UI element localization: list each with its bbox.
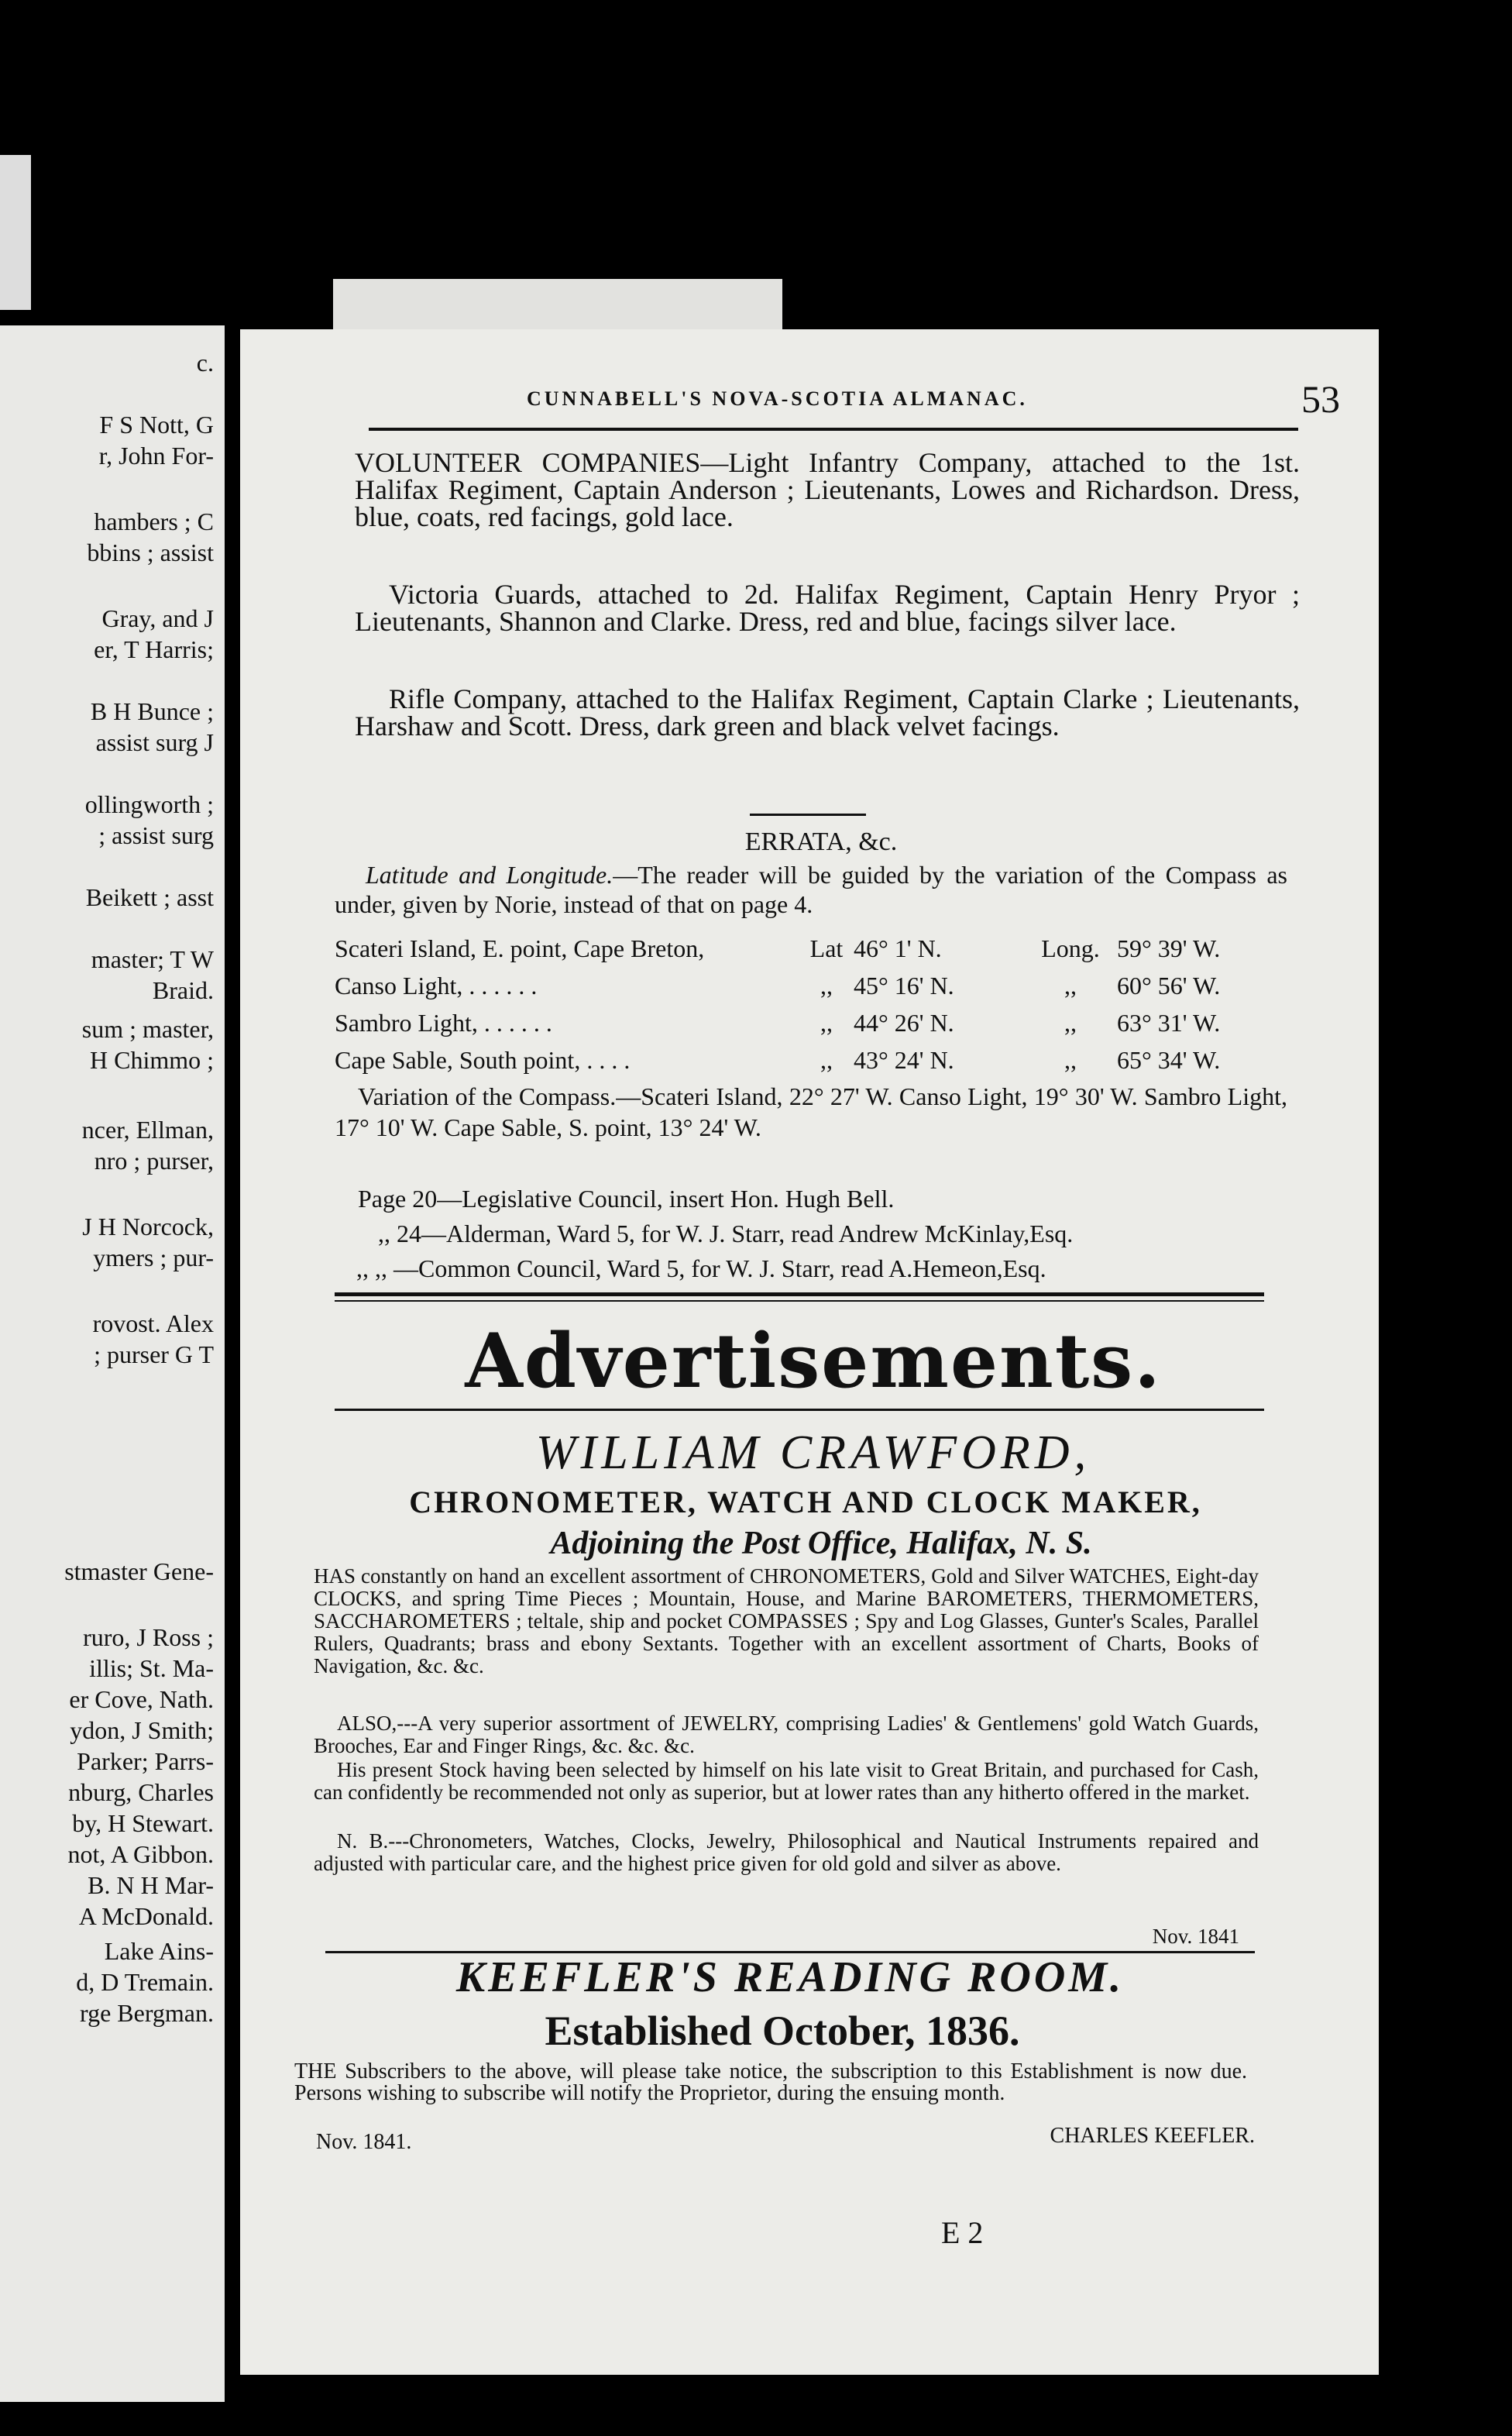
left-page-line: J H Norcock, — [82, 1213, 214, 1240]
long-value: 60° 56' W. — [1117, 971, 1221, 1000]
left-page-line: er, T Harris; — [94, 635, 214, 663]
page-number: 53 — [1301, 377, 1340, 421]
lat-long-table — [335, 930, 1287, 1079]
left-page-line: Lake Ains- — [104, 1937, 214, 1965]
victoria-guards-paragraph: Victoria Guards, attached to 2d. Halifax Regiment, Captain Henry Pryor ; Lieutenants, Shannon and Clarke. Dress, red and blue, facings silver lace. — [355, 579, 1300, 637]
lat-label: ,, — [820, 1008, 833, 1037]
crawford-body-1: HAS constantly on hand an excellent assortment of CHRONOMETERS, Gold and Silver WATCHES, Eight-day CLOCKS, and spring Time Pieces ; Mountain, House, and Marine BAROMETERS, THERMOMETERS, SACCHAROMETERS ; teltale, ship and pocket COMPASSES ; Spy and Log Glasses, Gunter's Scales, Parallel Rulers, Quadrants; brass and ebony Sextants. Together with an excellent assortment of Charts, Books of Navigation, &c. &c. — [314, 1564, 1259, 1677]
place-cell: Scateri Island, E. point, Cape Breton, — [335, 934, 705, 962]
left-page-line: ydon, J Smith; — [70, 1716, 214, 1744]
rifle-company-paragraph: Rifle Company, attached to the Halifax Regiment, Captain Clarke ; Lieutenants, Harshaw and Scott. Dress, dark green and black velvet facings. — [355, 683, 1300, 741]
errata-intro-text: —The reader will be guided by the variation of the Compass as under, given by Norie, instead of that on page 4. — [335, 861, 1288, 918]
left-page-line: Gray, and J — [101, 604, 214, 632]
errata-note-1: Page 20—Legislative Council, insert Hon. Hugh Bell. — [358, 1185, 895, 1213]
place-cell: Cape Sable, South point, . . . . — [335, 1045, 631, 1074]
left-page-line: A McDonald. — [78, 1902, 214, 1930]
compass-variation: Variation of the Compass.—Scateri Island, 22° 27' W. Canso Light, 19° 30' W. Sambro Light, 17° 10' W. Cape Sable, S. point, 13° 24' W. — [335, 1082, 1287, 1141]
left-page-line: ; assist surg — [98, 821, 214, 849]
left-page-line: r, John For- — [98, 442, 214, 470]
long-label: Long. — [1041, 934, 1100, 962]
lat-label: ,, — [820, 1045, 833, 1074]
left-page-line: sum ; master, — [81, 1015, 214, 1043]
place-cell: Canso Light, . . . . . . — [335, 971, 538, 1000]
table-row — [335, 930, 1287, 967]
running-title: CUNNABELL'S NOVA-SCOTIA ALMANAC. — [527, 387, 1028, 410]
paper-scrap-left — [0, 155, 31, 310]
double-rule-bottom — [335, 1300, 1264, 1302]
signature-mark: E 2 — [941, 2215, 984, 2250]
left-page — [0, 325, 225, 2402]
left-page-line: assist surg J — [95, 728, 214, 756]
keefler-signature: CHARLES KEEFLER. — [1050, 2124, 1255, 2148]
long-label: ,, — [1064, 971, 1077, 1000]
errata-intro-label: Latitude and Longitude. — [366, 861, 613, 889]
lat-value: 46° 1' N. — [854, 934, 942, 962]
left-page-line: Parker; Parrs- — [77, 1747, 214, 1775]
left-page-line: Beikett ; asst — [85, 883, 214, 911]
left-page-line: by, H Stewart. — [72, 1809, 214, 1837]
left-page-line: F S Nott, G — [99, 411, 214, 439]
crawford-trade: CHRONOMETER, WATCH AND CLOCK MAKER, — [409, 1485, 1202, 1519]
table-row — [335, 1004, 1287, 1041]
crawford-body-2: ALSO,---A very superior assortment of JEWELRY, comprising Ladies' & Gentlemens' gold Watch Guards, Brooches, Ear and Finger Rings, &c. &c. &c. — [314, 1712, 1259, 1757]
errata-heading: ERRATA, &c. — [744, 827, 898, 856]
long-label: ,, — [1064, 1045, 1077, 1074]
keefler-date: Nov. 1841. — [316, 2130, 412, 2154]
left-page-line: nro ; purser, — [94, 1147, 214, 1175]
lat-label: Lat — [809, 934, 844, 962]
left-page-line: H Chimmo ; — [89, 1046, 214, 1074]
long-value: 65° 34' W. — [1117, 1045, 1221, 1074]
lat-value: 43° 24' N. — [854, 1045, 954, 1074]
table-row — [335, 967, 1287, 1004]
section-rule — [750, 814, 866, 816]
left-page-line: d, D Tremain. — [76, 1968, 214, 1996]
left-page-line: illis; St. Ma- — [89, 1654, 214, 1682]
adv-rule — [335, 1409, 1264, 1411]
crawford-body-4: N. B.---Chronometers, Watches, Clocks, Jewelry, Philosophical and Nautical Instruments repaired and adjusted with particular care, and the highest price given for old gold and silver as above. — [314, 1829, 1259, 1875]
left-page-line: Braid. — [152, 976, 214, 1004]
lat-value: 44° 26' N. — [854, 1008, 954, 1037]
left-page-line: ymers ; pur- — [93, 1244, 214, 1271]
place-cell: Sambro Light, . . . . . . — [335, 1008, 552, 1037]
left-page-line: c. — [196, 349, 214, 377]
keefler-name: KEEFLER'S READING ROOM. — [455, 1953, 1125, 2001]
double-rule-top — [335, 1292, 1264, 1296]
lat-value: 45° 16' N. — [854, 971, 954, 1000]
long-value: 59° 39' W. — [1117, 934, 1221, 962]
lat-label: ,, — [820, 971, 833, 1000]
header-rule — [369, 428, 1298, 431]
left-page-line: bbins ; assist — [87, 538, 214, 566]
long-label: ,, — [1064, 1008, 1077, 1037]
crawford-body-3: His present Stock having been selected by himself on his late visit to Great Britain, and purchased for Cash, can confidently be recommended not only as superior, but at lower rates than any hitherto offered in the market. — [314, 1758, 1259, 1804]
left-page-line: ; purser G T — [94, 1340, 214, 1368]
left-page-line: nburg, Charles — [68, 1778, 214, 1806]
table-row — [335, 1041, 1287, 1079]
left-page-line: not, A Gibbon. — [67, 1840, 214, 1868]
left-page-line: hambers ; C — [94, 508, 214, 535]
left-page-line: ncer, Ellman, — [81, 1116, 214, 1144]
keefler-body: THE Subscribers to the above, will please take notice, the subscription to this Establishment is now due. Persons wishing to subscribe will notify the Proprietor, during the ensuing month. — [294, 2059, 1247, 2105]
crawford-name: WILLIAM CRAWFORD, — [535, 1426, 1091, 1479]
crawford-date: Nov. 1841 — [1152, 1925, 1239, 1948]
left-page-line: master; T W — [91, 945, 214, 973]
left-page-line: rovost. Alex — [92, 1309, 214, 1337]
keefler-established: Established October, 1836. — [545, 2008, 1020, 2054]
errata-intro — [335, 860, 1287, 919]
left-page-line: rge Bergman. — [80, 1999, 214, 2027]
errata-note-2: ,, 24—Alderman, Ward 5, for W. J. Starr, read Andrew McKinlay,Esq. — [378, 1220, 1074, 1247]
volunteer-companies-paragraph: VOLUNTEER COMPANIES—Light Infantry Company, attached to the 1st. Halifax Regiment, Captain Anderson ; Lieutenants, Lowes and Richardson. Dress, blue, coats, red facings, gold lace. — [355, 447, 1300, 532]
crawford-address: Adjoining the Post Office, Halifax, N. S. — [550, 1526, 1092, 1561]
left-page-line: ruro, J Ross ; — [83, 1623, 214, 1651]
left-page-line: er Cove, Nath. — [69, 1685, 214, 1713]
running-header — [364, 377, 1356, 428]
long-value: 63° 31' W. — [1117, 1008, 1221, 1037]
left-page-line: stmaster Gene- — [64, 1557, 214, 1585]
errata-note-3: ,, ,, —Common Council, Ward 5, for W. J. Starr, read A.Hemeon,Esq. — [356, 1254, 1046, 1282]
left-page-line: ollingworth ; — [84, 790, 214, 818]
left-page-line: B H Bunce ; — [90, 697, 214, 725]
left-page-line: B. N H Mar- — [88, 1871, 214, 1899]
advertisements-heading: Advertisements. — [465, 1317, 1162, 1405]
